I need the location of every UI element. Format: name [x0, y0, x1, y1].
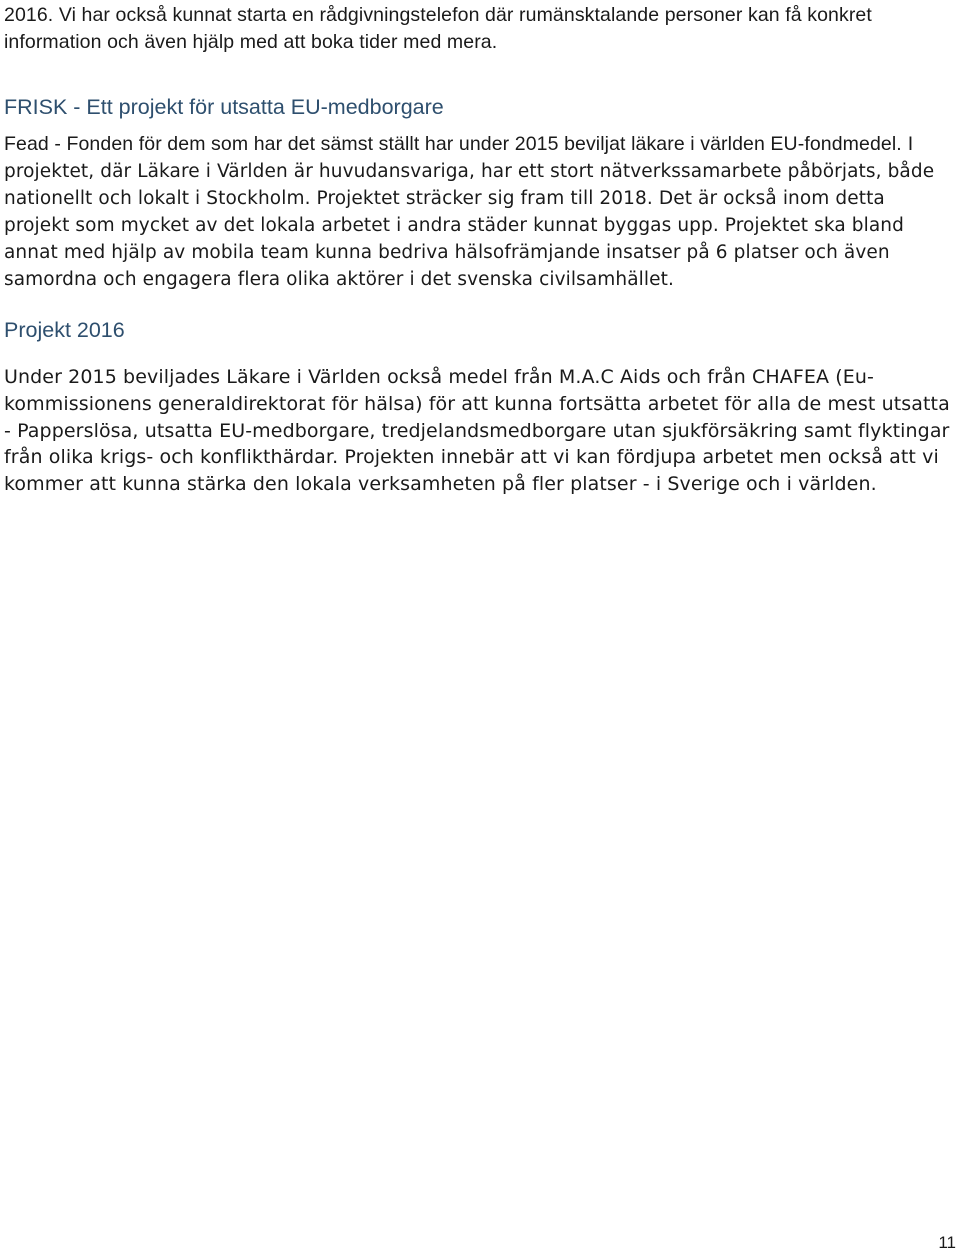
frisk-body-text: I projektet, där Läkare i Världen är huvudansvariga, har ett stort nätverkssamarbete påbörjats, både nationellt och lokalt i Stockholm. Projektet sträcker sig fram till 2018. Det är också inom detta projekt som mycket av det lokala arbetet i andra städer kunnat byggas upp. Projektet ska bland annat med hjälp av mobila team kunna bedriva hälsofrämjande insatser på 6 platser och även samordna och engagera flera olika aktörer i det svenska civilsamhället.: [4, 134, 935, 290]
intro-paragraph: [4, 2, 956, 56]
intro-year: 2016.: [4, 4, 54, 26]
frisk-heading: FRISK - Ett projekt för utsatta EU-medborgare: [4, 95, 444, 119]
frisk-lead-text: Fead - Fonden för dem som har det sämst ställt har under 2015 beviljat läkare i världen EU-fondmedel.: [4, 133, 902, 155]
document-page: [4, 0, 956, 498]
projekt-2016-heading: Projekt 2016: [4, 318, 125, 342]
projekt-2016-paragraph: Under 2015 beviljades Läkare i Världen också medel från M.A.C Aids och från CHAFEA (Eu-kommissionens generaldirektorat för hälsa) för att kunna fortsätta arbetet för alla de mest utsatta - Papperslösa, utsatta EU-medborgare, tredjelandsmedborgare utan sjukförsäkring samt flyktingar från olika krigs- och konflikthärdar. Projekten innebär att vi kan fördjupa arbetet men också att vi kommer att kunna stärka den lokala verksamheten på fler platser - i Sverige och i världen.: [4, 366, 950, 496]
frisk-paragraph: [4, 131, 956, 293]
page-number: 11: [938, 1233, 956, 1252]
intro-text: Vi har också kunnat starta en rådgivningstelefon där rumänsktalande personer kan få konkret information och även hjälp med att boka tider med mera.: [4, 4, 872, 53]
